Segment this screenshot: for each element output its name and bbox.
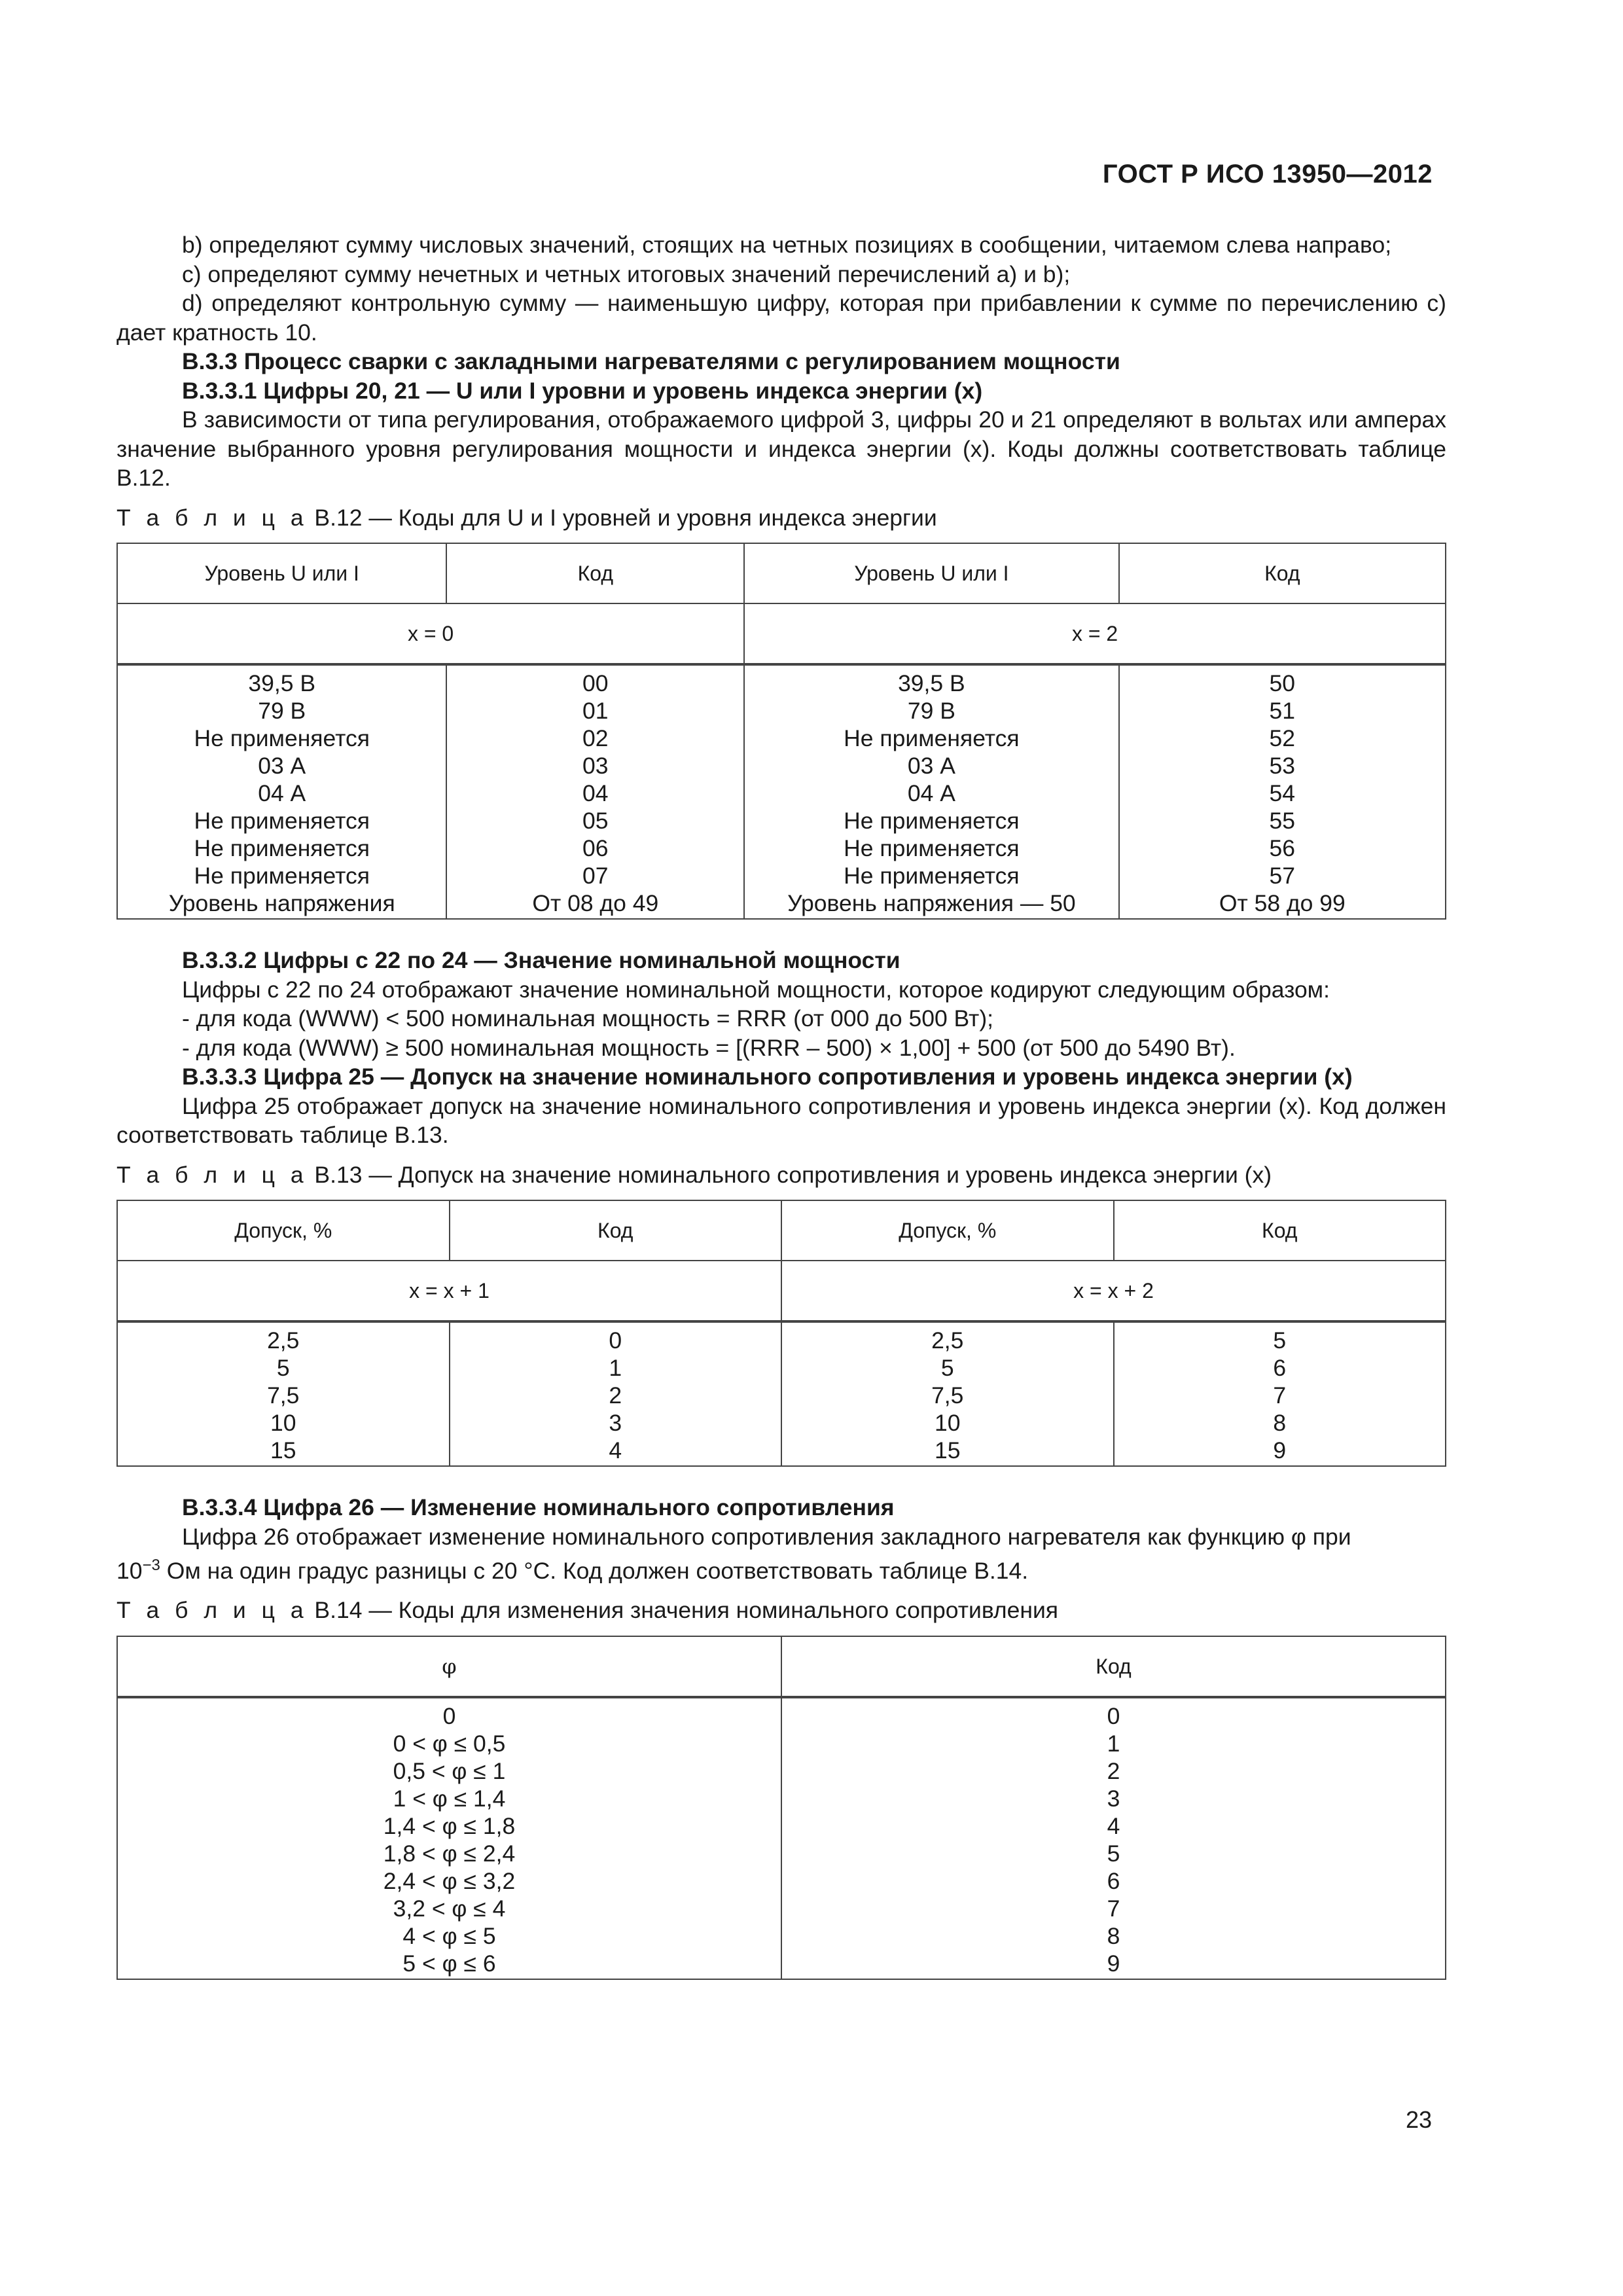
table-cell: 1,8 < φ ≤ 2,4: [383, 1840, 516, 1867]
power-base: 10: [116, 1557, 143, 1584]
table-cell: 0: [442, 1702, 456, 1729]
power-rest: Ом на один градус разницы с 20 °С. Код должен соответствовать таблице B.14.: [160, 1557, 1029, 1584]
table-cell: 0: [1107, 1702, 1120, 1729]
table-b14: [116, 1636, 1446, 1980]
section-title-b334: B.3.3.4 Цифра 26 — Изменение номинального сопротивления: [182, 1494, 895, 1520]
table-cell: 5: [1107, 1840, 1120, 1867]
table-cell: 79 В: [258, 698, 306, 724]
table-cell: 1 < φ ≤ 1,4: [393, 1785, 506, 1812]
table-header-row: [117, 543, 1446, 603]
table-cell: 9: [1107, 1950, 1120, 1977]
table-cell: 55: [1269, 808, 1296, 834]
table-row: [117, 1321, 1446, 1466]
table-cell: 6: [1107, 1867, 1120, 1894]
section-title-b331: B.3.3.1 Цифры 20, 21 — U или I уровни и уровень индекса энергии (x): [182, 377, 983, 404]
table-group-row: [117, 603, 1446, 664]
section-text-b332: Цифры с 22 по 24 отображают значение номинальной мощности, которое кодируют следующим образом:: [182, 976, 1330, 1003]
power-exponent: −3: [142, 1556, 160, 1574]
table-cell: 5 < φ ≤ 6: [402, 1950, 496, 1977]
table-column-cell: [781, 1697, 1446, 1979]
table-header-cell: Допуск, %: [781, 1200, 1114, 1261]
table-column-cell: [744, 664, 1118, 919]
table-header-cell: Допуск, %: [117, 1200, 450, 1261]
table-cell: 7: [1107, 1895, 1120, 1922]
table-caption-text: B.12 — Коды для U и I уровней и уровня индекса энергии: [308, 504, 937, 531]
table-cell: 15: [270, 1437, 296, 1463]
table-cell: 8: [1273, 1410, 1287, 1436]
section-title-b333: B.3.3.3 Цифра 25 — Допуск на значение номинального сопротивления и уровень индекса энергии (x): [182, 1064, 1353, 1090]
table-column-cell: [1119, 664, 1446, 919]
table-cell: 6: [1273, 1355, 1287, 1381]
table-cell: 15: [935, 1437, 961, 1463]
table-cell: Не применяется: [194, 725, 370, 751]
table-column-cell: [117, 1321, 450, 1466]
table-cell: 1: [609, 1355, 622, 1381]
table-cell: 03 А: [258, 753, 306, 779]
table-header-cell: Код: [446, 543, 744, 603]
table-cell: Не применяется: [194, 808, 370, 834]
table-caption-b13: [116, 1160, 1446, 1190]
table-cell: 07: [582, 863, 609, 889]
list-item-b: b) определяют сумму числовых значений, стоящих на четных позициях в сообщении, читаемом слева направо;: [182, 232, 1392, 258]
table-group-cell: x = x + 1: [117, 1261, 781, 1321]
table-cell: 0 < φ ≤ 0,5: [393, 1730, 506, 1757]
table-caption-prefix: Т а б л и ц а: [116, 504, 308, 531]
table-header-row: [117, 1636, 1446, 1697]
table-cell: 9: [1273, 1437, 1287, 1463]
table-cell: 04 А: [907, 780, 955, 806]
page-number: 23: [1405, 2106, 1432, 2133]
table-group-cell: x = 2: [744, 603, 1446, 664]
table-cell: 1,4 < φ ≤ 1,8: [383, 1812, 516, 1839]
table-cell: Уровень напряжения: [168, 890, 395, 916]
table-header-cell: Уровень U или I: [117, 543, 446, 603]
table-cell: Не применяется: [844, 863, 1020, 889]
table-cell: 0,5 < φ ≤ 1: [393, 1757, 506, 1784]
table-cell: 2,5: [931, 1327, 964, 1354]
table-cell: 3,2 < φ ≤ 4: [393, 1895, 506, 1922]
table-cell: 50: [1269, 670, 1296, 696]
table-cell: 3: [609, 1410, 622, 1436]
table-column-cell: [117, 664, 446, 919]
table-cell: 56: [1269, 835, 1296, 861]
table-caption-prefix: Т а б л и ц а: [116, 1597, 308, 1624]
table-group-row: [117, 1261, 1446, 1321]
table-cell: 00: [582, 670, 609, 696]
table-cell: 7,5: [267, 1382, 300, 1408]
table-group-cell: x = 0: [117, 603, 744, 664]
table-caption-b14: [116, 1596, 1446, 1625]
table-header-cell: Код: [1119, 543, 1446, 603]
table-cell: 06: [582, 835, 609, 861]
table-cell: 57: [1269, 863, 1296, 889]
table-cell: От 08 до 49: [532, 890, 659, 916]
table-caption-text: B.14 — Коды для изменения значения номинального сопротивления: [308, 1597, 1058, 1624]
table-cell: Не применяется: [194, 863, 370, 889]
table-header-cell: Код: [450, 1200, 782, 1261]
table-cell: 7: [1273, 1382, 1287, 1408]
table-b13: [116, 1200, 1446, 1467]
formula-line-2: - для кода (WWW) ≥ 500 номинальная мощность = [(RRR – 500) × 1,00] + 500 (от 500 до 5490 Вт).: [182, 1034, 1236, 1061]
table-header-row: [117, 1200, 1446, 1261]
table-cell: 8: [1107, 1922, 1120, 1949]
table-cell: 01: [582, 698, 609, 724]
table-cell: 3: [1107, 1785, 1120, 1812]
table-caption-text: B.13 — Допуск на значение номинального сопротивления и уровень индекса энергии (x): [308, 1161, 1272, 1188]
table-column-cell: [450, 1321, 782, 1466]
table-cell: 5: [940, 1355, 954, 1381]
section-text-b334-a: Цифра 26 отображает изменение номинального сопротивления закладного нагревателя как функцию φ при: [182, 1523, 1351, 1550]
table-cell: Не применяется: [844, 835, 1020, 861]
table-header-cell: Уровень U или I: [744, 543, 1118, 603]
table-b12: [116, 543, 1446, 920]
table-cell: 2: [609, 1382, 622, 1408]
table-cell: Не применяется: [844, 725, 1020, 751]
table-cell: Не применяется: [844, 808, 1020, 834]
table-cell: 10: [270, 1410, 296, 1436]
table-caption-b12: [116, 503, 1446, 533]
table-cell: 10: [935, 1410, 961, 1436]
table-caption-prefix: Т а б л и ц а: [116, 1161, 308, 1188]
table-cell: 53: [1269, 753, 1296, 779]
list-item-d: d) определяют контрольную сумму — наименьшую цифру, которая при прибавлении к сумме по перечислению c) дает кратность 10.: [116, 290, 1446, 346]
table-cell: 02: [582, 725, 609, 751]
table-cell: 52: [1269, 725, 1296, 751]
table-cell: 03 А: [907, 753, 955, 779]
section-text-b334-b: [116, 1551, 1446, 1585]
table-cell: От 58 до 99: [1219, 890, 1346, 916]
table-cell: 5: [276, 1355, 290, 1381]
document-header: ГОСТ Р ИСО 13950—2012: [1102, 160, 1433, 188]
table-cell: 1: [1107, 1730, 1120, 1757]
page-content: [116, 230, 1446, 1980]
table-column-cell: [117, 1697, 781, 1979]
table-cell: 4: [609, 1437, 622, 1463]
section-title-b33: B.3.3 Процесс сварки с закладными нагревателями с регулированием мощности: [182, 348, 1120, 374]
formula-line-1: - для кода (WWW) < 500 номинальная мощность = RRR (от 000 до 500 Вт);: [182, 1005, 994, 1031]
table-cell: 0: [609, 1327, 622, 1354]
table-cell: 2: [1107, 1757, 1120, 1784]
table-cell: 39,5 В: [248, 670, 316, 696]
list-item-c: c) определяют сумму нечетных и четных итоговых значений перечислений a) и b);: [182, 260, 1071, 287]
table-header-cell: Код: [781, 1636, 1446, 1697]
section-text-b333: Цифра 25 отображает допуск на значение номинального сопротивления и уровень индекса энергии (x). Код должен соответствовать таблице B.13.: [116, 1092, 1446, 1148]
table-cell: 79 В: [907, 698, 955, 724]
table-row: [117, 664, 1446, 919]
table-cell: 04 А: [258, 780, 306, 806]
table-cell: 39,5 В: [898, 670, 965, 696]
table-cell: 2,4 < φ ≤ 3,2: [383, 1867, 516, 1894]
section-text-b331: В зависимости от типа регулирования, отображаемого цифрой 3, цифры 20 и 21 определяют в вольтах или амперах значение выбранного уровня регулирования мощности и индекса энергии (x). Коды должны соответствовать таблице B.12.: [116, 406, 1446, 491]
table-cell: 03: [582, 753, 609, 779]
table-row: [117, 1697, 1446, 1979]
section-title-b332: B.3.3.2 Цифры с 22 по 24 — Значение номинальной мощности: [182, 947, 901, 973]
table-cell: 7,5: [931, 1382, 964, 1408]
table-cell: 4 < φ ≤ 5: [402, 1922, 496, 1949]
table-header-cell: Код: [1114, 1200, 1446, 1261]
table-column-cell: [1114, 1321, 1446, 1466]
table-header-cell: φ: [117, 1636, 781, 1697]
table-group-cell: x = x + 2: [781, 1261, 1446, 1321]
table-column-cell: [781, 1321, 1114, 1466]
table-cell: Не применяется: [194, 835, 370, 861]
table-cell: 54: [1269, 780, 1296, 806]
table-column-cell: [446, 664, 744, 919]
table-cell: 5: [1273, 1327, 1287, 1354]
table-cell: 05: [582, 808, 609, 834]
table-cell: 2,5: [267, 1327, 300, 1354]
table-cell: 04: [582, 780, 609, 806]
table-cell: Уровень напряжения — 50: [787, 890, 1076, 916]
table-cell: 4: [1107, 1812, 1120, 1839]
table-cell: 51: [1269, 698, 1296, 724]
